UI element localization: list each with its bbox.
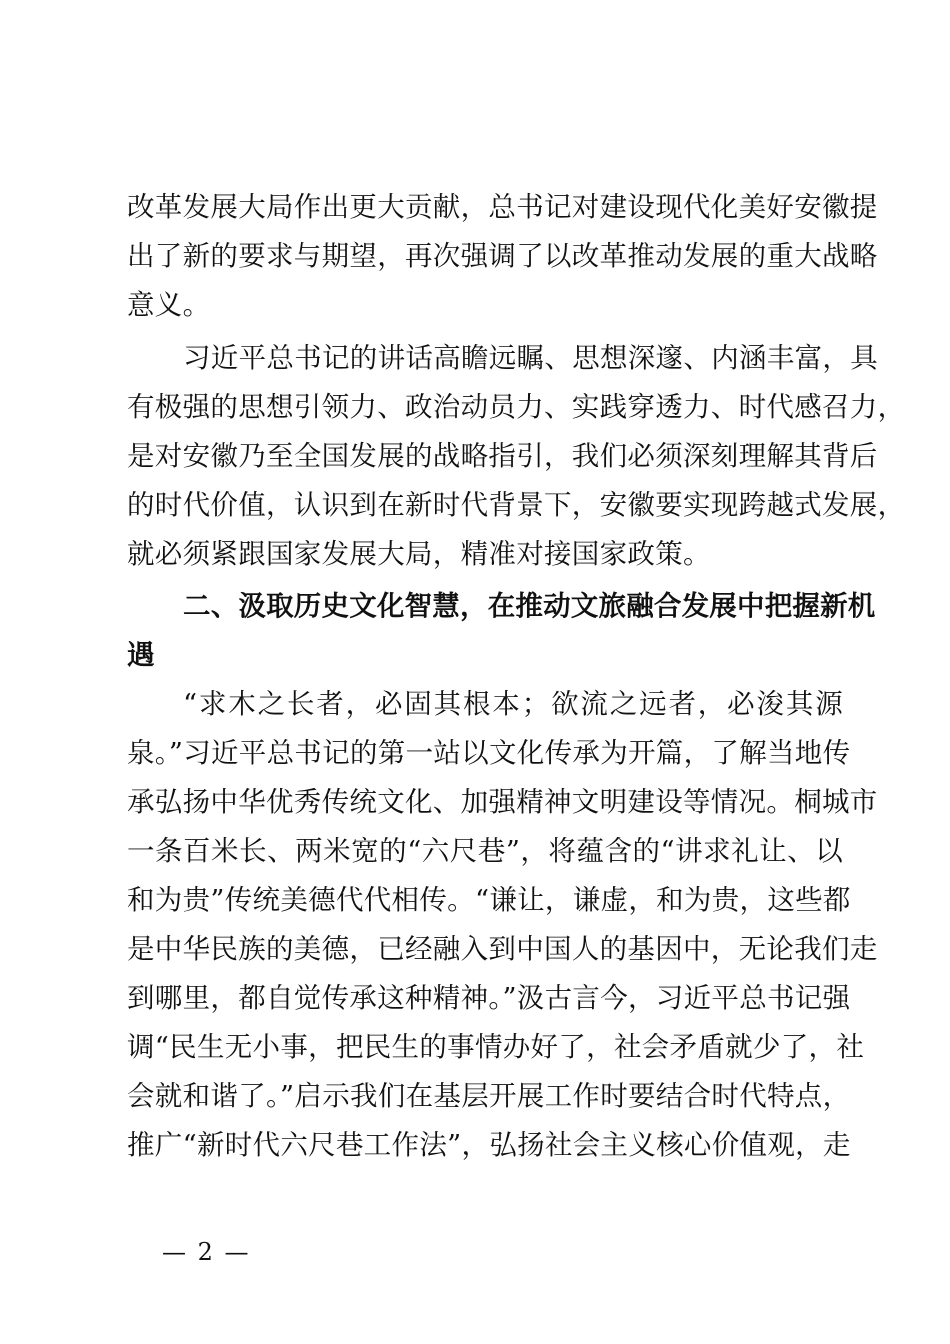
text-line: 出了新的要求与期望，再次强调了以改革推动发展的重大战略 [127,240,878,272]
paragraph-culture [127,680,878,1170]
paragraph-continuation [127,183,878,330]
text-line: 改革发展大局作出更大贡献，总书记对建设现代化美好安徽提 [127,191,878,223]
text-line: 意义。 [127,289,211,321]
text-line: 到哪里，都自觉传承这种精神。”汲古言今，习近平总书记强 [127,982,851,1014]
text-line: 是对安徽乃至全国发展的战略指引，我们必须深刻理解其背后 [127,440,878,472]
text-line: 推广“新时代六尺巷工作法”，弘扬社会主义核心价值观，走 [127,1129,851,1161]
text-line: 调“民生无小事，把民生的事情办好了，社会矛盾就少了，社 [127,1031,865,1063]
text-line: 会就和谐了。”启示我们在基层开展工作时要结合时代特点， [127,1080,851,1112]
heading-line: 二、汲取历史文化智慧，在推动文旅融合发展中把握新机 [183,590,876,622]
text-line: 有极强的思想引领力、政治动员力、实践穿透力、时代感召力， [127,391,906,423]
text-line: 和为贵”传统美德代代相传。“谦让，谦虚，和为贵，这些都 [127,884,851,916]
text-line: 一条百米长、两米宽的“六尺巷”，将蕴含的“讲求礼让、以 [127,835,843,867]
text-line: 是中华民族的美德，已经融入到中国人的基因中，无论我们走 [127,933,878,965]
page-number: — 2 — [162,1238,251,1266]
paragraph-significance [127,334,906,579]
text-line: 就必须紧跟国家发展大局，精准对接国家政策。 [127,538,711,570]
heading-line: 遇 [127,639,155,671]
text-line: 习近平总书记的讲话高瞻远瞩、思想深邃、内涵丰富，具 [183,342,878,374]
section-heading [127,582,876,680]
text-line: 泉。”习近平总书记的第一站以文化传承为开篇，了解当地传 [127,737,851,769]
text-line: 承弘扬中华优秀传统文化、加强精神文明建设等情况。桐城市 [127,786,878,818]
text-line: “求木之长者，必固其根本；欲流之远者，必浚其源 [183,688,843,720]
text-line: 的时代价值，认识到在新时代背景下，安徽要实现跨越式发展， [127,489,906,521]
